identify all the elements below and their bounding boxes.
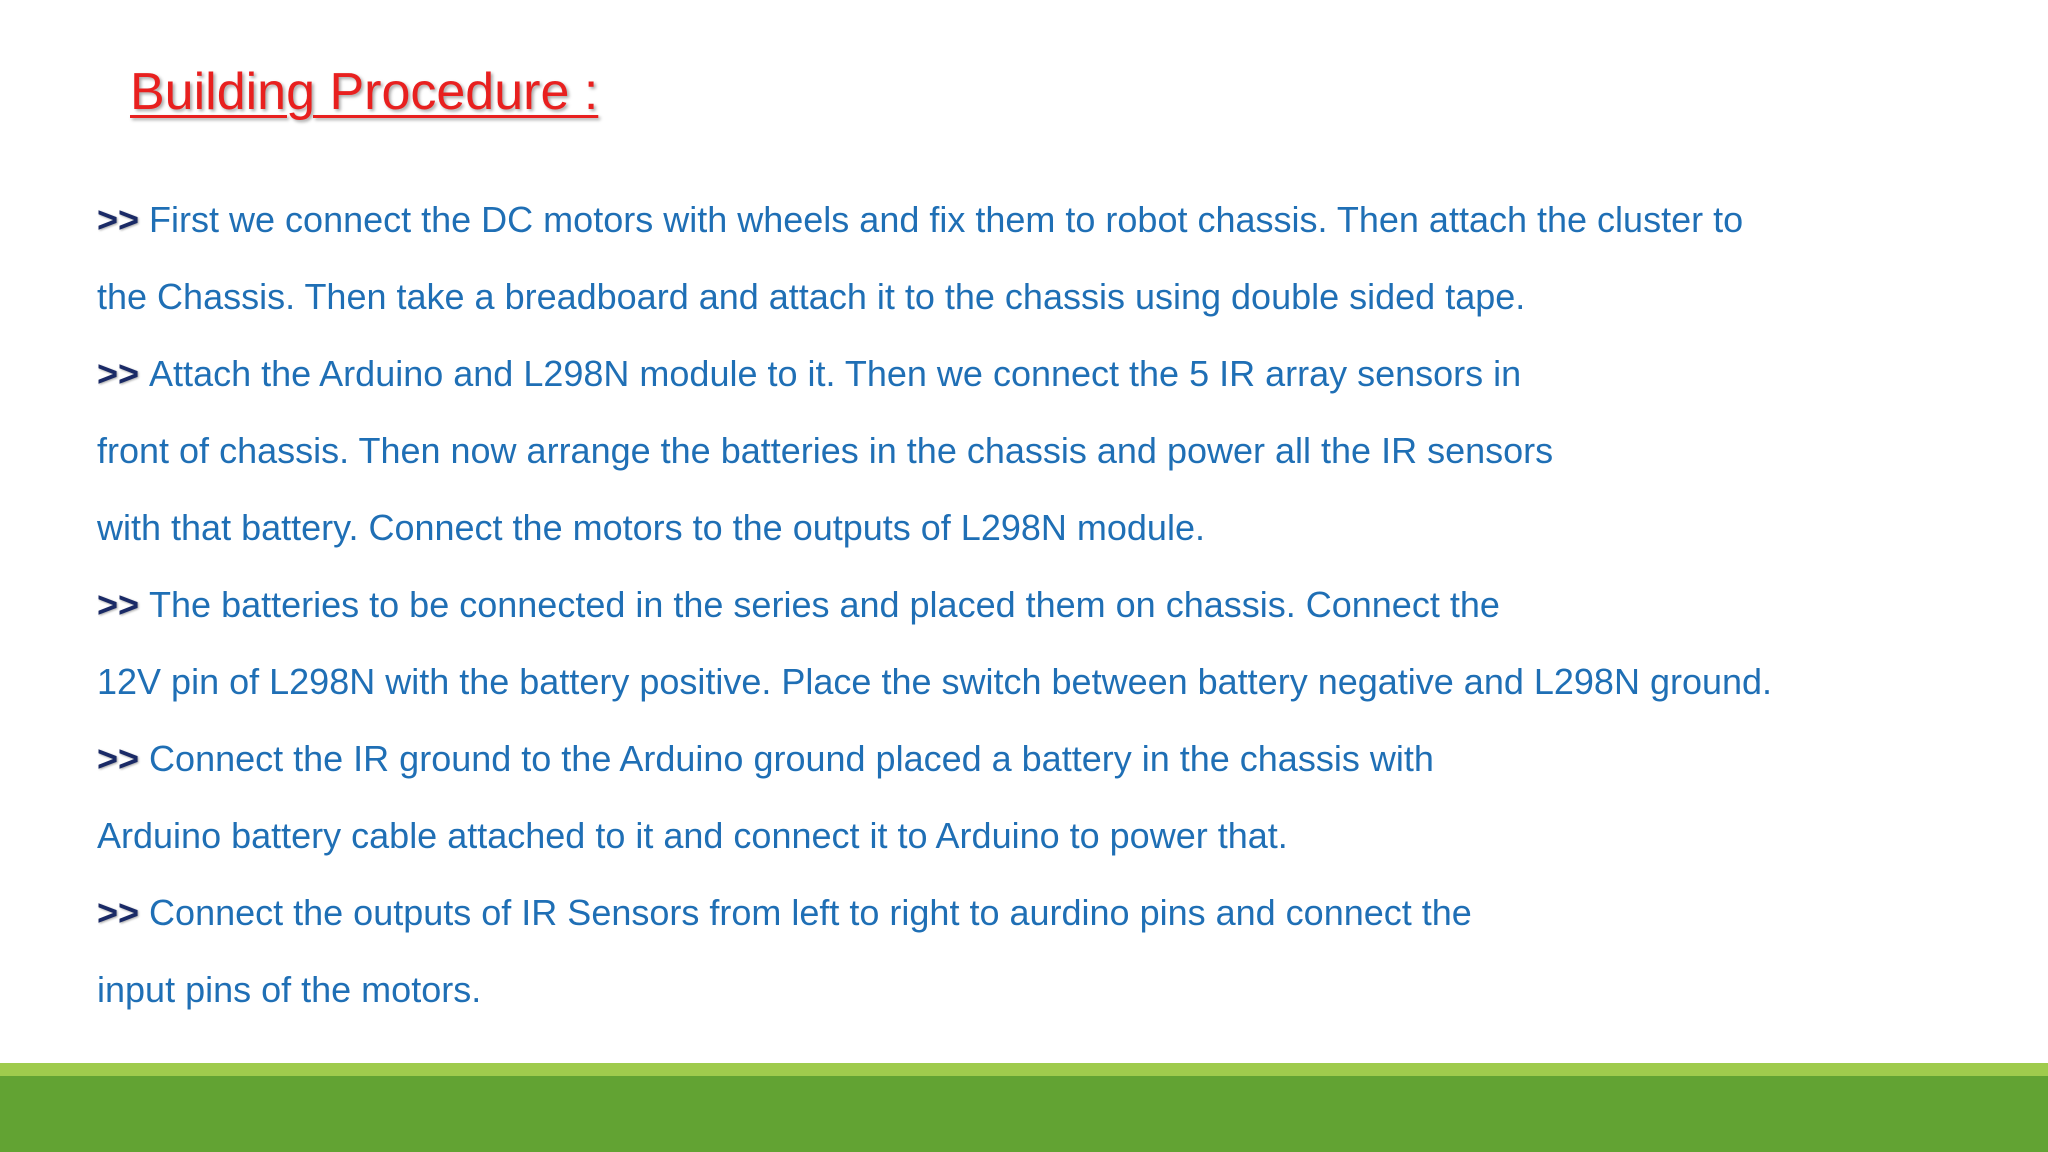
procedure-line — [97, 190, 1997, 267]
bullet-marker: >> — [97, 584, 140, 625]
line-text: 12V pin of L298N with the battery positive. Place the switch between battery negative and L298N ground. — [97, 661, 1773, 702]
line-text: Attach the Arduino and L298N module to it. Then we connect the 5 IR array sensors in — [149, 353, 1522, 394]
procedure-body — [97, 190, 1997, 1037]
footer-band — [0, 1076, 2048, 1152]
line-text: front of chassis. Then now arrange the batteries in the chassis and power all the IR sensors — [97, 430, 1554, 471]
line-text: First we connect the DC motors with wheels and fix them to robot chassis. Then attach the cluster to — [149, 199, 1744, 240]
footer-accent-stripe — [0, 1063, 2048, 1076]
procedure-line — [97, 575, 1997, 652]
line-text: the Chassis. Then take a breadboard and attach it to the chassis using double sided tape. — [97, 276, 1526, 317]
bullet-marker: >> — [97, 738, 140, 779]
procedure-line — [97, 652, 1997, 729]
procedure-line — [97, 267, 1997, 344]
bullet-marker: >> — [97, 892, 140, 933]
procedure-line — [97, 883, 1997, 960]
procedure-line — [97, 498, 1997, 575]
line-text: Connect the IR ground to the Arduino ground placed a battery in the chassis with — [149, 738, 1434, 779]
line-text: Arduino battery cable attached to it and connect it to Arduino to power that. — [97, 815, 1288, 856]
procedure-line — [97, 344, 1997, 421]
line-text: The batteries to be connected in the series and placed them on chassis. Connect the — [149, 584, 1500, 625]
slide-title: Building Procedure : — [130, 63, 599, 121]
bullet-marker: >> — [97, 199, 140, 240]
line-text: input pins of the motors. — [97, 969, 482, 1010]
line-text: with that battery. Connect the motors to the outputs of L298N module. — [97, 507, 1205, 548]
bullet-marker: >> — [97, 353, 140, 394]
procedure-line — [97, 960, 1997, 1037]
line-text: Connect the outputs of IR Sensors from left to right to aurdino pins and connect the — [149, 892, 1472, 933]
procedure-line — [97, 421, 1997, 498]
procedure-line — [97, 729, 1997, 806]
procedure-line — [97, 806, 1997, 883]
